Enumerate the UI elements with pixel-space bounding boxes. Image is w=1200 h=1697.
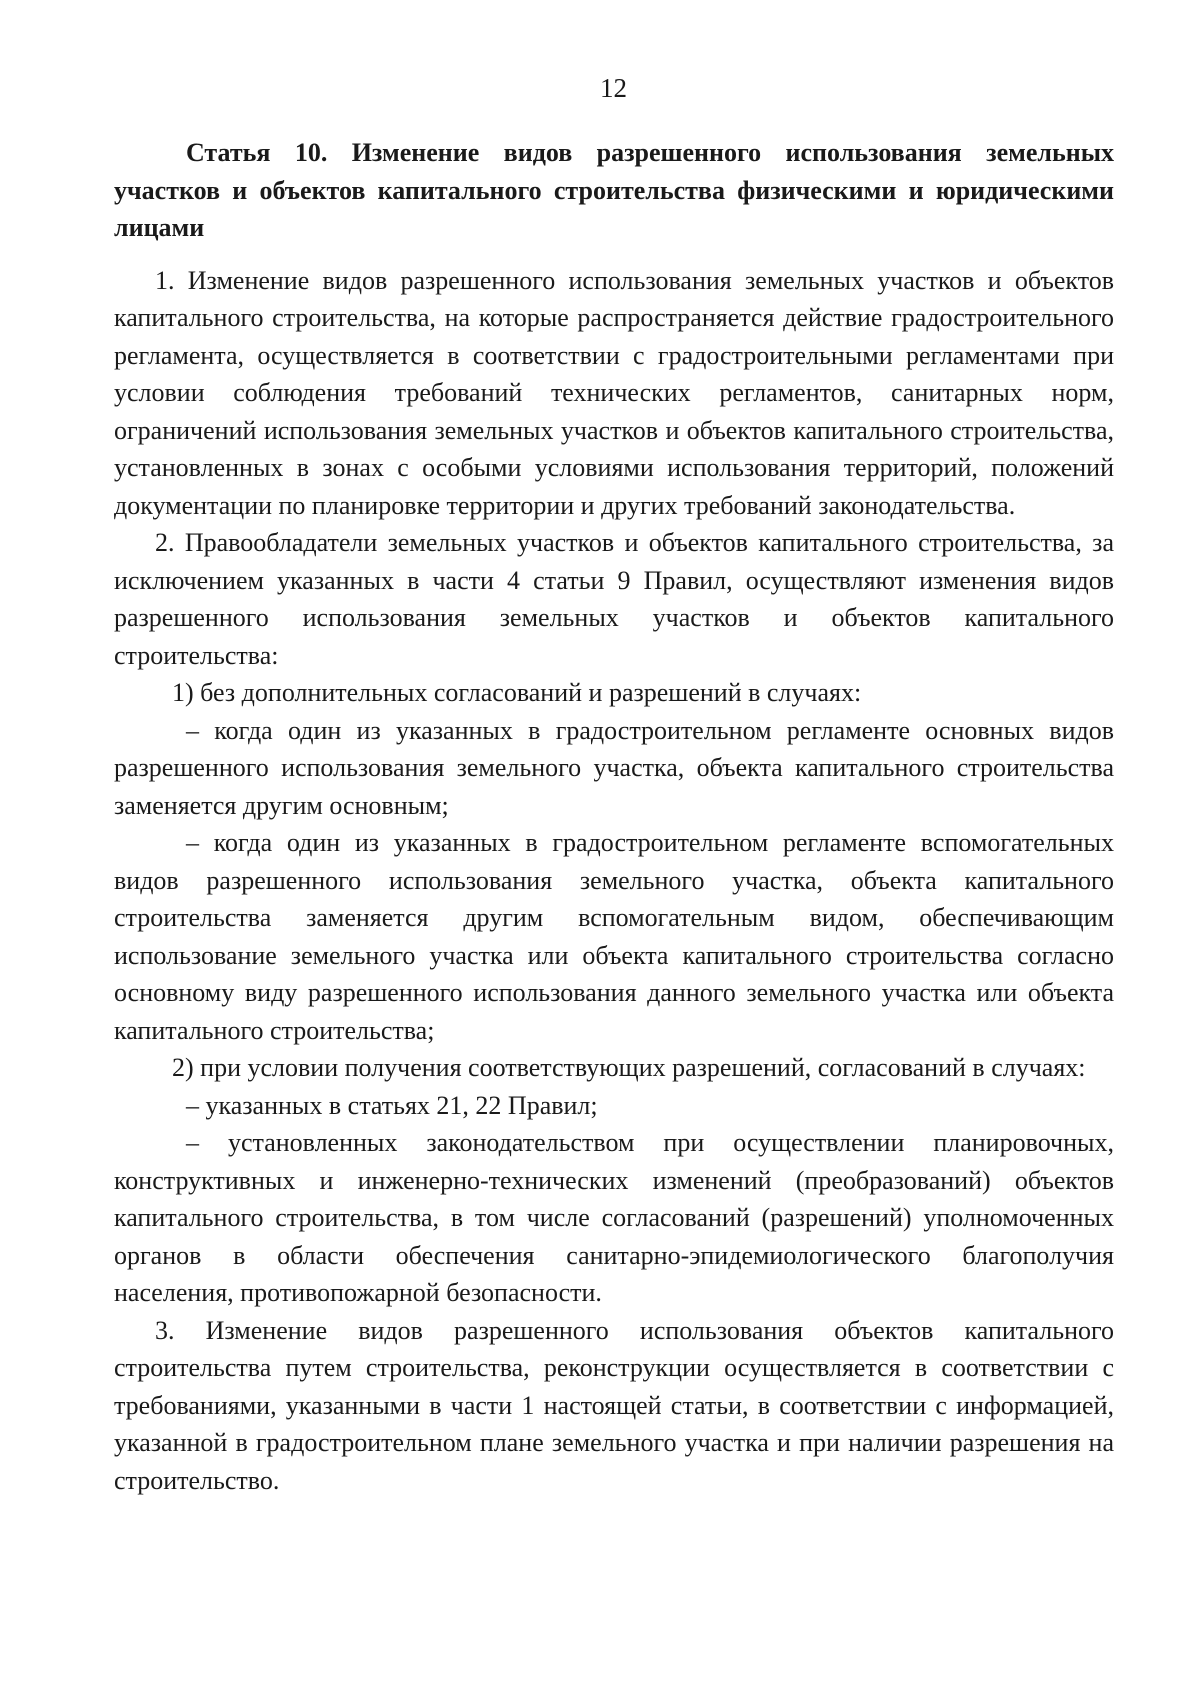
dash-item-1: – когда один из указанных в градостроительном регламенте основных видов разрешенного использования земельного участка, объекта капитального строительства заменяется другим основным; xyxy=(114,715,1114,820)
article-heading: Статья 10. Изменение видов разрешенного использования земельных участков и объектов капитального строительства физическими и юридическими лицами xyxy=(114,138,1114,242)
paragraph-3: 3. Изменение видов разрешенного использования объектов капитального строительства путем строительства, реконструкции осуществляется в соответствии с требованиями, указанными в части 1 настоящей статьи, в соответствии с информацией, указанной в градостроительном плане земельного участка и при наличии разрешения на строительство. xyxy=(114,1315,1114,1495)
article-body xyxy=(114,134,1114,1499)
paragraph-2: 2. Правообладатели земельных участков и объектов капитального строительства, за исключением указанных в части 4 статьи 9 Правил, осуществляют изменения видов разрешенного использования земельных участков и объектов капитального строительства: xyxy=(114,528,1114,670)
dash-item-2: – когда один из указанных в градостроительном регламенте вспомогательных видов разрешенного использования земельного участка, объекта капитального строительства заменяется другим вспомогательным видом, обеспечивающим использование земельного участка или объекта капитального строительства согласно основному виду разрешенного использования данного земельного участка или объекта капитального строительства; xyxy=(114,828,1114,1045)
dash-item-4: – установленных законодательством при осуществлении планировочных, конструктивных и инженерно-технических изменений (преобразований) объектов капитального строительства, в том числе согласований (разрешений) уполномоченных органов в области обеспечения санитарно-эпидемиологического благополучия населения, противопожарной безопасности. xyxy=(114,1128,1114,1307)
subitem-2: 2) при условии получения соответствующих разрешений, согласований в случаях: xyxy=(172,1053,1086,1082)
subitem-1: 1) без дополнительных согласований и разрешений в случаях: xyxy=(172,678,862,707)
page-number: 12 xyxy=(600,73,627,103)
dash-item-3: – указанных в статьях 21, 22 Правил; xyxy=(186,1090,598,1120)
paragraph-1: 1. Изменение видов разрешенного использования земельных участков и объектов капитального строительства, на которые распространяется действие градостроительного регламента, осуществляется в соответствии с градостроительными регламентами при условии соблюдения требований технических регламентов, санитарных норм, ограничений использования земельных участков и объектов капитального строительства, установленных в зонах с особыми условиями использования территорий, положений документации по планировке территории и других требований законодательства. xyxy=(114,265,1114,520)
